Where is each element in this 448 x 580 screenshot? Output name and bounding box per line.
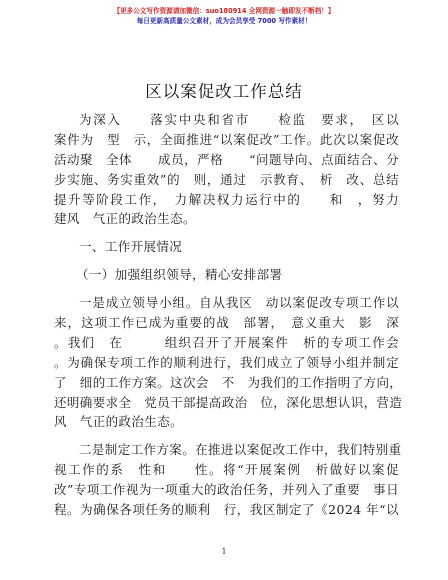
para2-line-2: 视工作的系 性和 性。将“开展案例 析做好以案促 [54,462,399,478]
intro-line-1: 为深入 落实中央和省市 检监 要求， 区以 [79,112,399,127]
intro-line-2: 案件为 型 示，全面推进“以案促改”工作。此次以案促改 [54,131,399,147]
para1-line-1: 一是成立领导小组。自从我区 动以案促改专项工作以 [79,295,399,311]
intro-line-6: 建风 气正的政治生态。 [54,211,196,227]
intro-line-3: 活动聚 全体 成员，严格 “问题导向、点面结合、分 [54,151,399,167]
intro-line-4: 步实施、务实重效”的 则，通过 示教育、 析 改、总结 [54,171,399,187]
page-number: 1 [221,547,227,556]
document-title: 区以案促改工作总结 [145,82,303,101]
para1-line-2: 来，这项工作已成为重要的战 部署， 意义重大 影 深 [54,315,399,331]
para1-line-7: 风 气正的政治生态。 [54,414,184,430]
para1-line-4: 。为确保专项工作的顺利进行，我们成立了领导小组并制定 [54,354,399,370]
section-heading-1: 一、工作开展情况 [79,239,183,255]
para2-line-4: 程。为确保各项任务的顺利 行，我区制定了《2024 年“以 [54,502,399,518]
promo-banner [0,6,448,26]
para1-line-3: 。我们 在 组织召开了开展案件 析的专项工作会 [54,334,399,350]
para1-line-5: 了 细的工作方案。这次会 不 为我们的工作指明了方向， [54,374,403,390]
para2-line-3: 改”专项工作视为一项重大的政治任务，并列入了重要 事日 [54,482,399,498]
document-body [54,110,403,520]
intro-line-5: 提升等阶段工作， 力解决权力运行中的 和 ，努力 [54,191,399,207]
para1-line-6: 还明确要求全 党员干部提高政治 位，深化思想认识，营造 [54,394,403,410]
subsection-heading-1: （一）加强组织领导，精心安排部署 [76,267,283,283]
promo-banner-line-2: 每日更新高质量公文素材，成为会员享受 7000 写作素材！ [136,17,312,25]
promo-banner-line-1: 【更多公文写作资源请加微信：suo180914 全网资源一触即发不断档！】 [113,7,335,15]
para2-line-1: 二是制定工作方案。在推进以案促改工作中，我们特别重 [79,442,402,458]
